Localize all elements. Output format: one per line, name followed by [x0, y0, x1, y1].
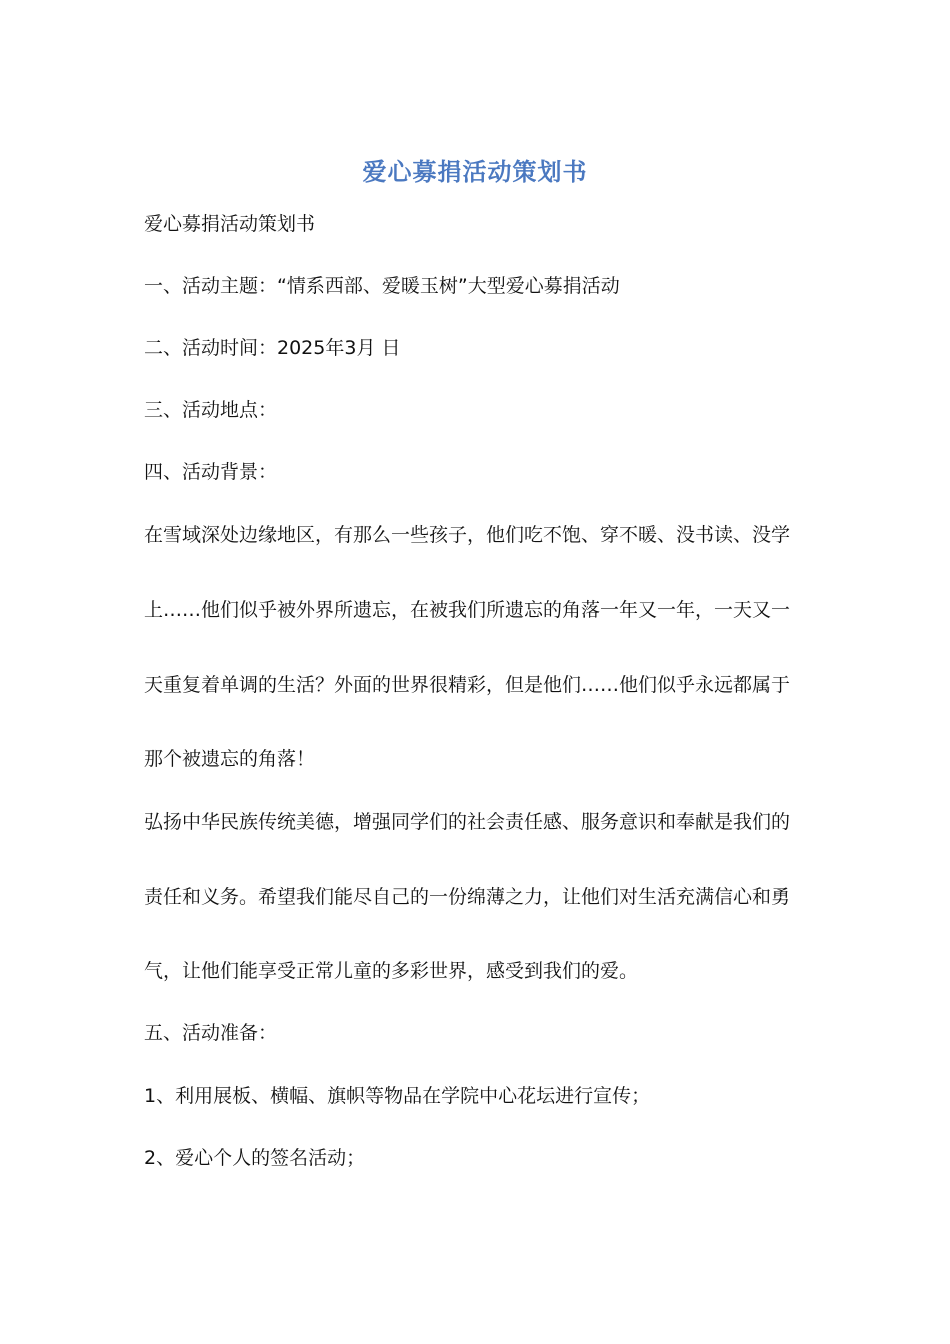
section-background-heading: 四、活动背景：: [144, 461, 278, 483]
purpose-paragraph-line: 气，让他们能享受正常儿童的多彩世界，感受到我们的爱。: [144, 960, 639, 982]
purpose-paragraph-line: 责任和义务。希望我们能尽自己的一份绵薄之力，让他们对生活充满信心和勇: [144, 886, 791, 908]
background-paragraph-line: 在雪域深处边缘地区，有那么一些孩子，他们吃不饱、穿不暖、没书读、没学: [144, 524, 791, 546]
background-paragraph-line: 那个被遗忘的角落！: [144, 748, 316, 770]
background-paragraph-line: 上……他们似乎被外界所遗忘，在被我们所遗忘的角落一年又一年，一天又一: [144, 599, 791, 621]
background-paragraph-line: 天重复着单调的生活？外面的世界很精彩，但是他们……他们似乎永远都属于: [144, 674, 791, 696]
section-location: 三、活动地点：: [144, 399, 278, 421]
document-title: 爱心募捐活动策划书: [362, 157, 588, 186]
purpose-paragraph-line: 弘扬中华民族传统美德，增强同学们的社会责任感、服务意识和奉献是我们的: [144, 811, 791, 833]
section-preparation-heading: 五、活动准备：: [144, 1022, 278, 1044]
section-time: 二、活动时间：2025年3月 日: [144, 337, 401, 359]
subtitle: 爱心募捐活动策划书: [144, 213, 316, 235]
preparation-item: 1、利用展板、横幅、旗帜等物品在学院中心花坛进行宣传；: [144, 1085, 651, 1107]
preparation-item: 2、爱心个人的签名活动；: [144, 1147, 366, 1169]
section-theme: 一、活动主题：“情系西部、爱暖玉树”大型爱心募捐活动: [144, 275, 620, 297]
